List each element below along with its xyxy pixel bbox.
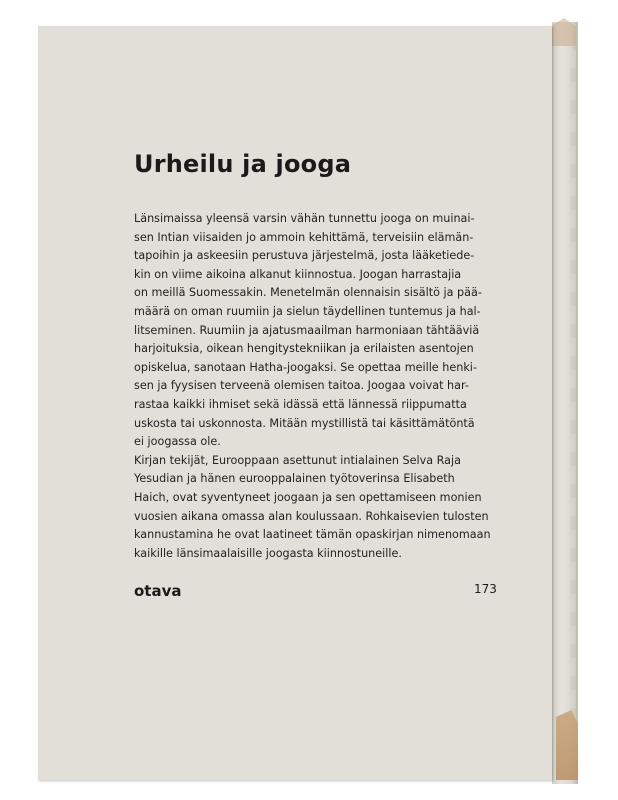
blurb-line: ei joogassa ole. xyxy=(134,435,221,449)
blurb-line: vuosien aikana omassa alan koulussaan. Rohkaisevien tulosten xyxy=(134,509,489,523)
blurb-line: Yesudian ja hänen eurooppalainen työtoverinsa Elisabeth xyxy=(134,472,455,486)
blurb-line: sen Intian viisaiden jo ammoin kehittämä, terveisiin elämän- xyxy=(134,230,474,244)
spine-texture xyxy=(570,50,576,710)
blurb-line: määrä on oman ruumiin ja sielun täydellinen tuntemus ja hal- xyxy=(134,304,481,318)
blurb-line: kannustamina he ovat laatineet tämän opaskirjan nimenomaan xyxy=(134,528,491,542)
blurb-line: Länsimaissa yleensä varsin vähän tunnettu jooga on muinai- xyxy=(134,212,475,225)
blurb-line: uskosta tai uskonnosta. Mitään mystillistä tai käsittämätöntä xyxy=(134,416,475,430)
series-number: 173 xyxy=(474,582,497,596)
blurb-text xyxy=(134,210,496,563)
blurb-line: opiskelua, sanotaan Hatha-joogaksi. Se opettaa meille henki- xyxy=(134,360,477,374)
spine-bottom-wear xyxy=(556,710,578,780)
book-title: Urheilu ja jooga xyxy=(134,150,352,178)
publisher-name: otava xyxy=(134,582,182,600)
blurb-line: kin on viime aikoina alkanut kiinnostua. Joogan harrastajia xyxy=(134,267,462,281)
blurb-line: rastaa kaikki ihmiset sekä idässä että lännessä riippumatta xyxy=(134,397,467,411)
blurb-line: sen ja fyysisen terveenä olemisen taitoa. Joogaa voivat har- xyxy=(134,379,469,393)
blurb-line: tapoihin ja askeesiin perustuva järjestelmä, josta lääketiede- xyxy=(134,249,475,263)
blurb-line: on meillä Suomessakin. Menetelmän olennaisin sisältö ja pää- xyxy=(134,286,482,300)
blurb-line: litseminen. Ruumiin ja ajatusmaailman harmoniaan tähtääviä xyxy=(134,323,480,337)
blurb-line: kaikille länsimaalaisille joogasta kiinnostuneille. xyxy=(134,546,402,560)
blurb-line: harjoituksia, oikean hengitystekniikan ja erilaisten asentojen xyxy=(134,342,474,356)
blurb-line: Kirjan tekijät, Eurooppaan asettunut intialainen Selva Raja xyxy=(134,453,462,467)
blurb-line: Haich, ovat syventyneet joogaan ja sen opettamiseen monien xyxy=(134,490,482,504)
